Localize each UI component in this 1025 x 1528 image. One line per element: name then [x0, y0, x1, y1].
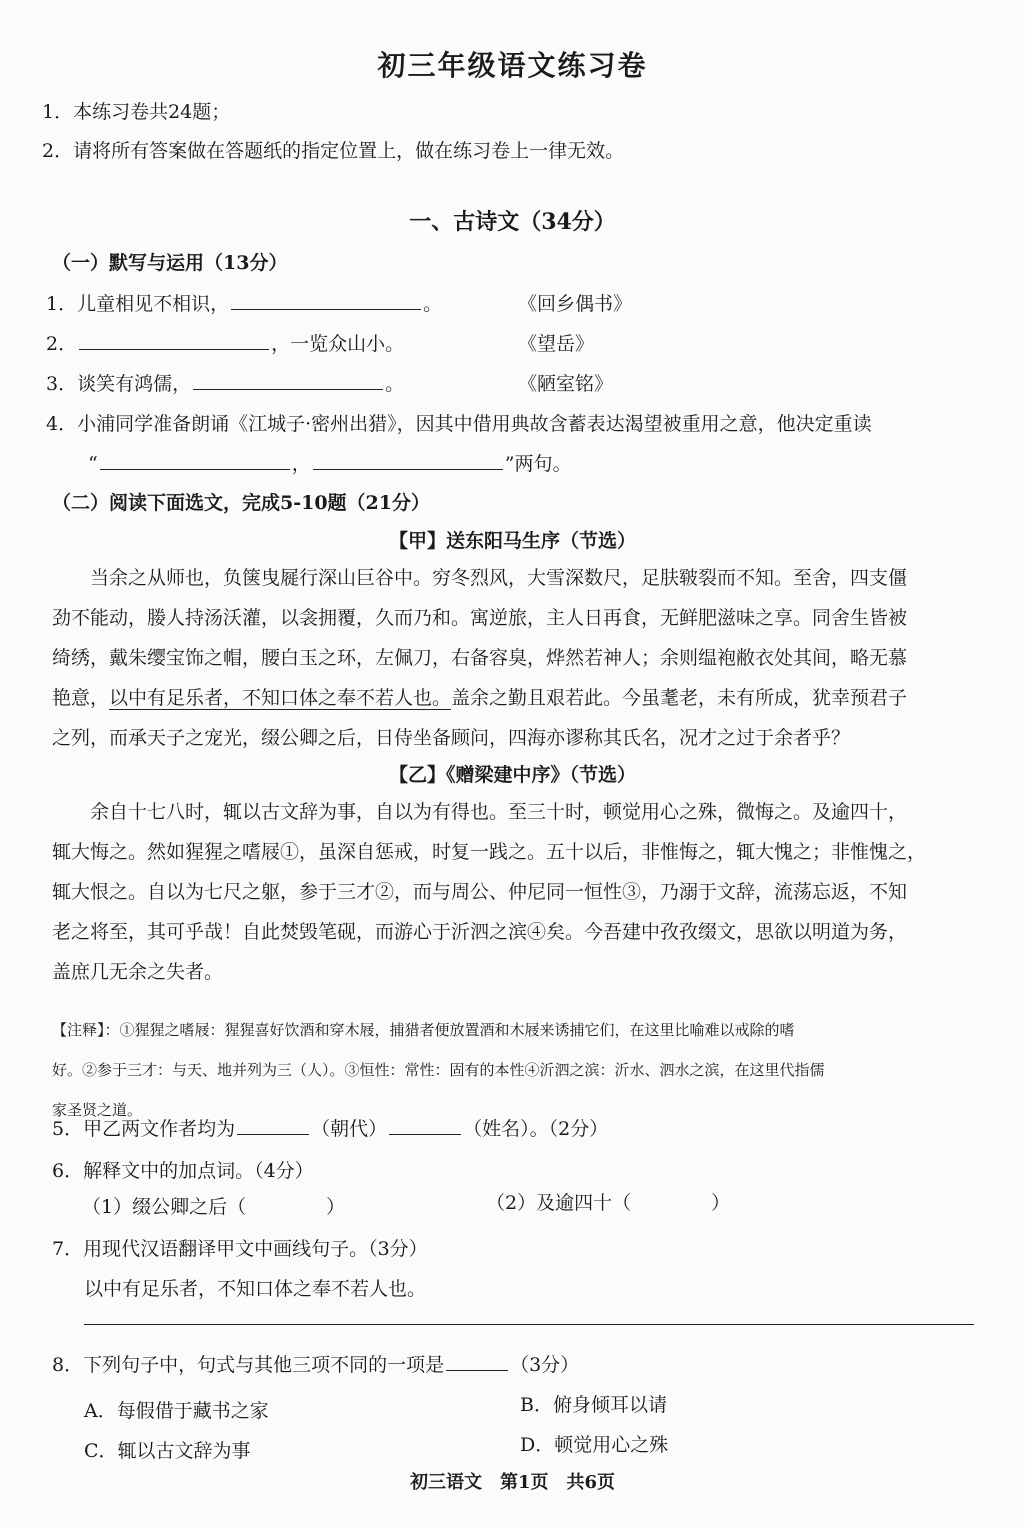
- part1-heading: （一）默写与运用（13分）: [52, 252, 288, 274]
- q8-option-d: D．顿觉用心之殊: [520, 1434, 669, 1456]
- question-5: [52, 1114, 608, 1141]
- yi-line-2: 辄大悔之。然如猩猩之嗜屐①，虽深自惩戒，时复一践之。五十以后，非惟悔之，辄大愧之；非惟愧之，: [52, 841, 927, 863]
- q3-suffix: 。: [385, 373, 405, 395]
- note-line-3: 家圣贤之道。: [52, 1101, 143, 1119]
- q3-source: 《陋室铭》: [518, 373, 614, 395]
- q6-item-2: [486, 1188, 730, 1215]
- question-8: [52, 1350, 579, 1377]
- q6-item-2-text: （2）及逾四十（: [486, 1192, 632, 1214]
- q6-item-1: [82, 1192, 345, 1219]
- yi-line-3: 辄大恨之。自以为七尺之躯，参于三才②，而与周公、仲尼同一恒性③，乃溺于文辞，流荡忘返，不知: [52, 881, 908, 903]
- page-footer: 初三语文 第1页 共6页: [409, 1472, 616, 1493]
- question-6: 6．解释文中的加点词。（4分）: [52, 1160, 314, 1182]
- jia-line-4-b: 盖余之勤且艰若此。今虽耄老，未有所成，犹幸预君子: [451, 687, 908, 709]
- q5-text-a: 5．甲乙两文作者均为: [52, 1118, 236, 1140]
- q2-source: 《望岳》: [518, 333, 595, 355]
- q3-answer-blank[interactable]: [193, 371, 383, 390]
- question-4-blanks: [88, 449, 571, 476]
- q2-prefix: 2．: [46, 333, 78, 355]
- instruction-1: 1．本练习卷共24题；: [42, 101, 231, 123]
- instruction-2: 2．请将所有答案做在答题纸的指定位置上，做在练习卷上一律无效。: [42, 140, 625, 162]
- q4-close: ”两句。: [504, 453, 572, 475]
- jia-line-5: 之列，而承天子之宠光，缀公卿之后，日侍坐备顾问，四海亦谬称其氏名，况才之过于余者乎？: [52, 727, 851, 749]
- yi-line-5: 盖庶几无余之失者。: [52, 961, 224, 983]
- jia-passage: [52, 558, 982, 758]
- jia-line-1: 当余之从师也，负箧曳屣行深山巨谷中。穷冬烈风，大雪深数尺，足肤皲裂而不知。至舍，四支僵: [90, 567, 908, 589]
- jia-line-4-a: 艳意，: [52, 687, 110, 709]
- q7-answer-line[interactable]: [84, 1324, 974, 1325]
- q5-text-b: （朝代）: [311, 1118, 388, 1140]
- q5-name-blank[interactable]: [389, 1116, 461, 1135]
- q8-option-b: B．俯身倾耳以请: [520, 1394, 667, 1416]
- note-line-1: 【注释】：①猩猩之嗜屐：猩猩喜好饮酒和穿木屐，捕猎者便放置酒和木屐来诱捕它们，在这里比喻难以戒除的嗜: [52, 1021, 795, 1039]
- part2-heading: （二）阅读下面选文，完成5-10题（21分）: [52, 492, 430, 514]
- question-7: 7．用现代汉语翻译甲文中画线句子。（3分）: [52, 1238, 428, 1260]
- q6-item-1-text: （1）缀公卿之后（: [82, 1196, 247, 1218]
- q1-answer-blank[interactable]: [231, 291, 421, 310]
- q8-text-b: （3分）: [510, 1354, 580, 1376]
- q2-answer-blank[interactable]: [79, 331, 269, 350]
- q4-comma: ，: [291, 453, 311, 475]
- yi-line-1: 余自十七八时，辄以古文辞为事，自以为有得也。至三十时，顿觉用心之殊，微悔之。及逾四十，: [90, 801, 908, 823]
- q2-suffix: ，一览众山小。: [271, 333, 405, 355]
- notes: [52, 1010, 982, 1130]
- q7-sentence: 以中有足乐者，不知口体之奉不若人也。: [84, 1278, 427, 1300]
- q8-option-c: C．辄以古文辞为事: [84, 1440, 251, 1462]
- q8-answer-blank[interactable]: [446, 1352, 508, 1371]
- q1-suffix: 。: [423, 293, 443, 315]
- yi-line-4: 老之将至，其可乎哉！自此焚毁笔砚，而游心于沂泗之滨④矣。今吾建中孜孜缀文，思欲以明道为务，: [52, 921, 908, 943]
- jia-line-3: 绮绣，戴朱缨宝饰之帽，腰白玉之环，左佩刀，右备容臭，烨然若神人；余则缊袍敝衣处其间，略无慕: [52, 647, 908, 669]
- q4-answer-blank-1[interactable]: [100, 451, 290, 470]
- q1-prefix: 1．儿童相见不相识，: [46, 293, 230, 315]
- question-2: [46, 329, 404, 356]
- yi-passage: [52, 792, 982, 992]
- q1-source: 《回乡偶书》: [518, 293, 633, 315]
- jia-line-2: 劲不能动，媵人持汤沃灌，以衾拥覆，久而乃和。寓逆旅，主人日再食，无鲜肥滋味之享。同舍生皆被: [52, 607, 908, 629]
- question-1: [46, 289, 442, 316]
- q5-dynasty-blank[interactable]: [237, 1116, 309, 1135]
- underlined-sentence: 以中有足乐者，不知口体之奉不若人也。: [109, 687, 452, 709]
- q3-prefix: 3．谈笑有鸿儒，: [46, 373, 192, 395]
- q4-answer-blank-2[interactable]: [313, 451, 503, 470]
- section-heading: 一、古诗文（34分）: [409, 209, 616, 235]
- q4-open-quote: “: [88, 453, 98, 475]
- jia-title: 【甲】送东阳马生序（节选）: [388, 530, 636, 552]
- yi-title: 【乙】《赠梁建中序》（节选）: [388, 764, 636, 786]
- q5-text-c: （姓名）。（2分）: [463, 1118, 609, 1140]
- question-4: 4．小浦同学准备朗诵《江城子·密州出猎》，因其中借用典故含蓄表达渴望被重用之意，他决定重读: [46, 413, 872, 435]
- page-title: 初三年级语文练习卷: [377, 49, 648, 82]
- q6-item-1-close: ）: [326, 1196, 346, 1218]
- question-3: [46, 369, 404, 396]
- q6-item-2-close: ）: [711, 1192, 731, 1214]
- note-line-2: 好。②参于三才：与天、地并列为三（人）。③恒性：常性：固有的本性④沂泗之滨：沂水、泗水之滨，在这里代指儒: [52, 1061, 825, 1079]
- q8-option-a: A．每假借于藏书之家: [84, 1400, 269, 1422]
- q8-text-a: 8．下列句子中，句式与其他三项不同的一项是: [52, 1354, 445, 1376]
- jia-line-4: [52, 678, 982, 718]
